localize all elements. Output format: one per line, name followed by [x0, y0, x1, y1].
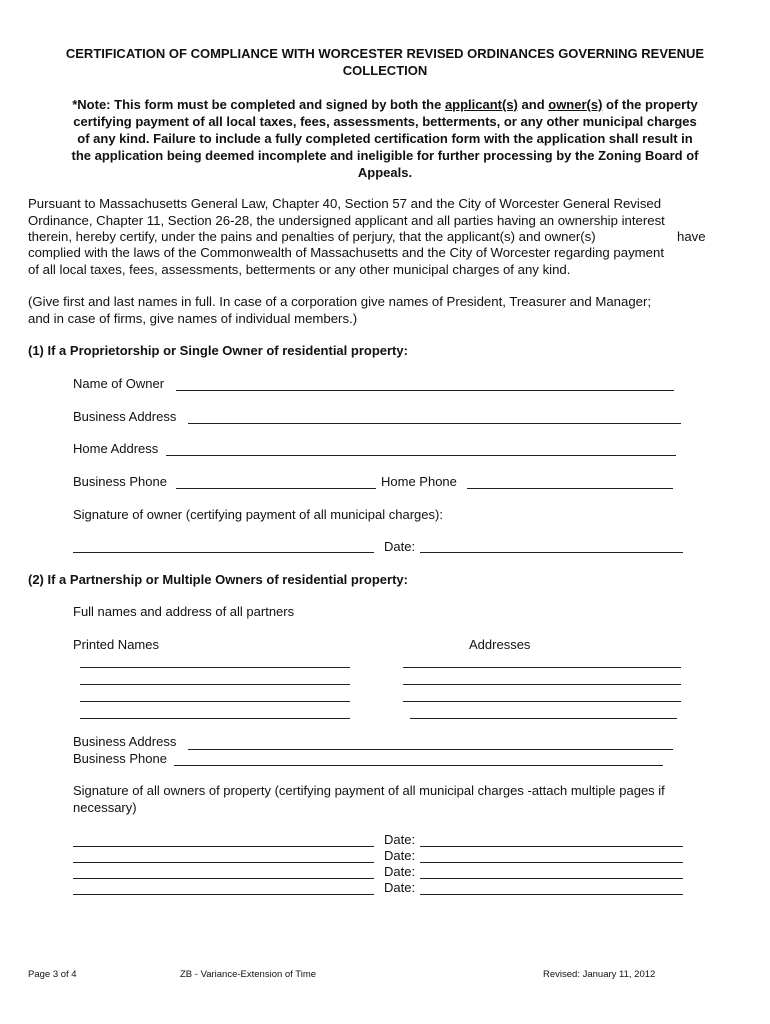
partner-address-field[interactable]	[403, 667, 681, 668]
owner-signature-field[interactable]	[73, 894, 374, 895]
partners-business-phone-field[interactable]	[174, 765, 663, 766]
form-title-line2: COLLECTION	[342, 63, 428, 78]
owner-signature-field[interactable]	[73, 862, 374, 863]
name-of-owner-field[interactable]	[176, 390, 674, 391]
owner-signature-field[interactable]	[73, 878, 374, 879]
instructions-line-1: (Give first and last names in full. In case of a corporation give names of President, Treasurer and Manager;	[28, 294, 652, 309]
partner-address-field[interactable]	[410, 718, 677, 719]
pursuant-line-3: therein, hereby certify, under the pains and penalties of perjury, that the applicant(s) and owner(s)	[28, 229, 596, 244]
partner-address-field[interactable]	[403, 701, 681, 702]
note-line-3: of any kind. Failure to include a fully completed certification form with the application shall result in	[77, 131, 693, 146]
partner-name-field[interactable]	[80, 718, 350, 719]
pursuant-line-1: Pursuant to Massachusetts General Law, Chapter 40, Section 57 and the City of Worcester General Revised	[28, 196, 662, 211]
business-phone-label: Business Phone	[73, 474, 167, 489]
name-of-owner-label: Name of Owner	[73, 376, 165, 391]
date-label: Date:	[384, 848, 416, 863]
date-field[interactable]	[420, 862, 683, 863]
pursuant-line-4: complied with the laws of the Commonwealth of Massachusetts and the City of Worcester regarding payment	[28, 245, 664, 260]
home-address-label: Home Address	[73, 441, 159, 456]
partners-business-address-label: Business Address	[73, 734, 177, 749]
page-number: Page 3 of 4	[28, 969, 77, 980]
owner-date-label: Date:	[384, 539, 416, 554]
note-line-1: *Note: This form must be completed and signed by both the applicant(s) and owner(s) of the property	[72, 97, 698, 112]
date-label: Date:	[384, 880, 416, 895]
section-2-heading: (2) If a Partnership or Multiple Owners of residential property:	[28, 572, 408, 587]
note-line-4: the application being deemed incomplete and ineligible for further processing by the Zoning Board of	[71, 148, 699, 163]
printed-names-header: Printed Names	[73, 637, 159, 652]
date-label: Date:	[384, 832, 416, 847]
partner-name-field[interactable]	[80, 684, 350, 685]
business-address-field[interactable]	[188, 423, 681, 424]
partners-business-address-field[interactable]	[188, 749, 673, 750]
pursuant-line-5: of all local taxes, fees, assessments, betterments or any other municipal charges of any kind.	[28, 262, 571, 277]
form-title-line1: CERTIFICATION OF COMPLIANCE WITH WORCESTER REVISED ORDINANCES GOVERNING REVENUE	[65, 46, 705, 61]
revision-date: Revised: January 11, 2012	[543, 969, 656, 980]
partner-name-field[interactable]	[80, 701, 350, 702]
owner-signature-label: Signature of owner (certifying payment of all municipal charges):	[73, 507, 443, 522]
form-code: ZB - Variance-Extension of Time	[180, 969, 317, 980]
note-line-2: certifying payment of all local taxes, fees, assessments, betterments, or any other municipal charges	[73, 114, 697, 129]
pursuant-line-2: Ordinance, Chapter 11, Section 26-28, the undersigned applicant and all parties having an ownership interest	[28, 213, 665, 228]
business-address-label: Business Address	[73, 409, 177, 424]
addresses-header: Addresses	[469, 637, 531, 652]
owners-signature-label-line-2: necessary)	[73, 800, 137, 815]
home-phone-field[interactable]	[467, 488, 673, 489]
section-1-heading: (1) If a Proprietorship or Single Owner of residential property:	[28, 343, 408, 358]
date-label: Date:	[384, 864, 416, 879]
date-field[interactable]	[420, 878, 683, 879]
owner-signature-field[interactable]	[73, 846, 374, 847]
date-field[interactable]	[420, 894, 683, 895]
partner-address-field[interactable]	[403, 684, 681, 685]
date-field[interactable]	[420, 846, 683, 847]
applicant-emphasis: applicant(s)	[444, 97, 518, 112]
instructions-line-2: and in case of firms, give names of individual members.)	[28, 311, 358, 326]
business-phone-field[interactable]	[176, 488, 376, 489]
owner-date-field[interactable]	[420, 552, 683, 553]
home-address-field[interactable]	[166, 455, 676, 456]
owner-emphasis: owner(s)	[548, 97, 603, 112]
owners-signature-label-line-1: Signature of all owners of property (certifying payment of all municipal charges -attach multiple pages if	[73, 783, 665, 798]
full-names-label: Full names and address of all partners	[73, 604, 295, 619]
partners-business-phone-label: Business Phone	[73, 751, 167, 766]
home-phone-label: Home Phone	[381, 474, 457, 489]
partner-name-field[interactable]	[80, 667, 350, 668]
owner-signature-field[interactable]	[73, 552, 374, 553]
note-line-5: Appeals.	[357, 165, 413, 180]
pursuant-line-3-end: have	[677, 229, 706, 244]
